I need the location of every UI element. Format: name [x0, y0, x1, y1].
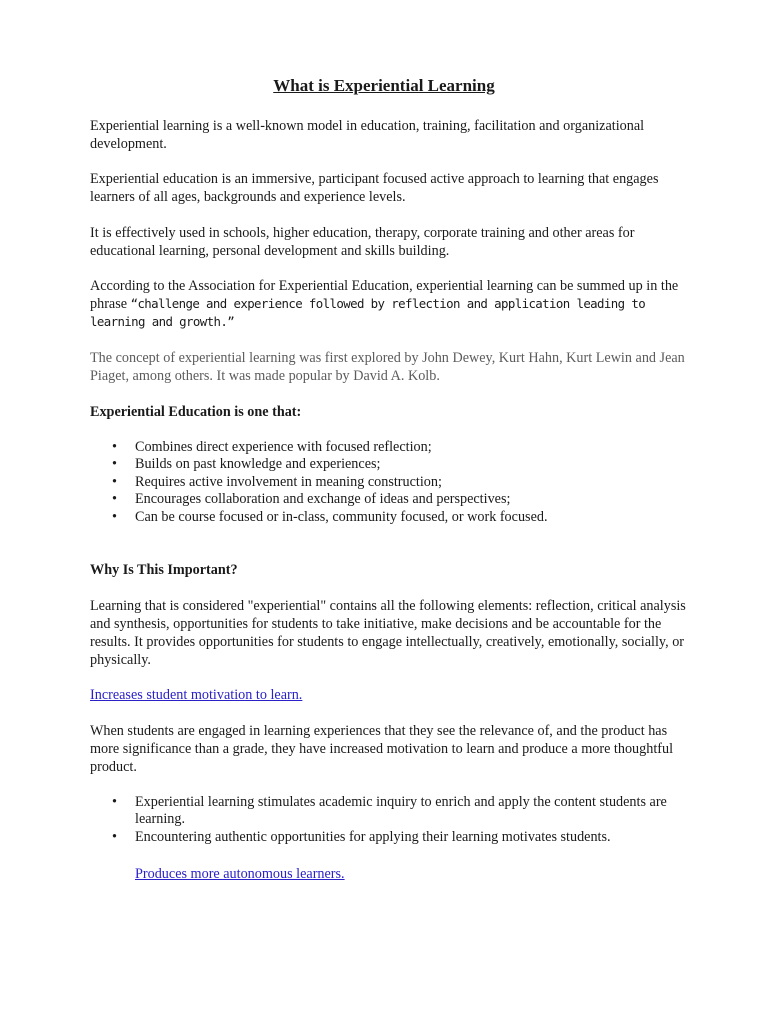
paragraph-engagement: When students are engaged in learning experiences that they see the relevance of, and the product has more significance than a grade, they have increased motivation to learn and produce a more thoughtful product.	[90, 723, 674, 775]
paragraph-definition: Experiential learning is a well-known model in education, training, facilitation and organizational development.	[90, 118, 645, 152]
association-quote: “challenge and experience followed by reflection and application leading to learning and growth.”	[90, 296, 646, 329]
association-intro: According to the Association for Experiential Education, experiential learning can be summed up in the phrase	[90, 278, 679, 312]
list-item: • Combines direct experience with focused reflection;	[112, 439, 432, 455]
paragraph-elements: Learning that is considered "experiential" contains all the following elements: reflection, critical analysis and synthesis, opportunities for students to take initiative, make decisions and be accountable for the results. It provides opportunities for students to engage intellectually, creatively, emotionally, socially, or physically.	[90, 598, 686, 668]
list-item: • Encourages collaboration and exchange of ideas and perspectives;	[112, 491, 511, 508]
paragraph-education: Experiential education is an immersive, participant focused active approach to learning that engages learners of all ages, backgrounds and experience levels.	[90, 171, 659, 205]
list-item: • Can be course focused or in-class, community focused, or work focused.	[112, 508, 548, 525]
link-autonomy[interactable]: Produces more autonomous learners.	[135, 866, 345, 882]
bullet: •	[112, 794, 117, 810]
link-motivation[interactable]: Increases student motivation to learn.	[90, 687, 303, 703]
bullet: •	[112, 491, 117, 508]
bullet: •	[112, 456, 117, 473]
bullet: •	[112, 828, 117, 845]
link-paragraph-motivation	[90, 686, 690, 704]
list-item: • Requires active involvement in meaning construction;	[112, 473, 442, 490]
list-item: • Experiential learning stimulates academic inquiry to enrich and apply the content students are learning.	[112, 794, 667, 828]
section-heading-importance: Why Is This Important?	[90, 562, 238, 578]
benefits-list	[90, 794, 680, 846]
bullet: •	[112, 439, 117, 455]
bullet: •	[112, 473, 117, 490]
paragraph-history: The concept of experiential learning was first explored by John Dewey, Kurt Hahn, Kurt Lewin and Jean Piaget, among others. It was made popular by David A. Kolb.	[90, 350, 685, 384]
list-item: • Encountering authentic opportunities for applying their learning motivates students.	[112, 828, 611, 845]
education-list	[90, 439, 680, 526]
list-item: • Builds on past knowledge and experiences;	[112, 456, 381, 473]
page-title: What is Experiential Learning	[273, 76, 495, 95]
paragraph-usage: It is effectively used in schools, higher education, therapy, corporate training and other areas for educational learning, personal development and skills building.	[90, 225, 635, 259]
bullet: •	[112, 508, 117, 525]
link-paragraph-autonomy	[135, 865, 675, 883]
paragraph-association	[90, 277, 690, 331]
section-heading-education: Experiential Education is one that:	[90, 404, 302, 420]
